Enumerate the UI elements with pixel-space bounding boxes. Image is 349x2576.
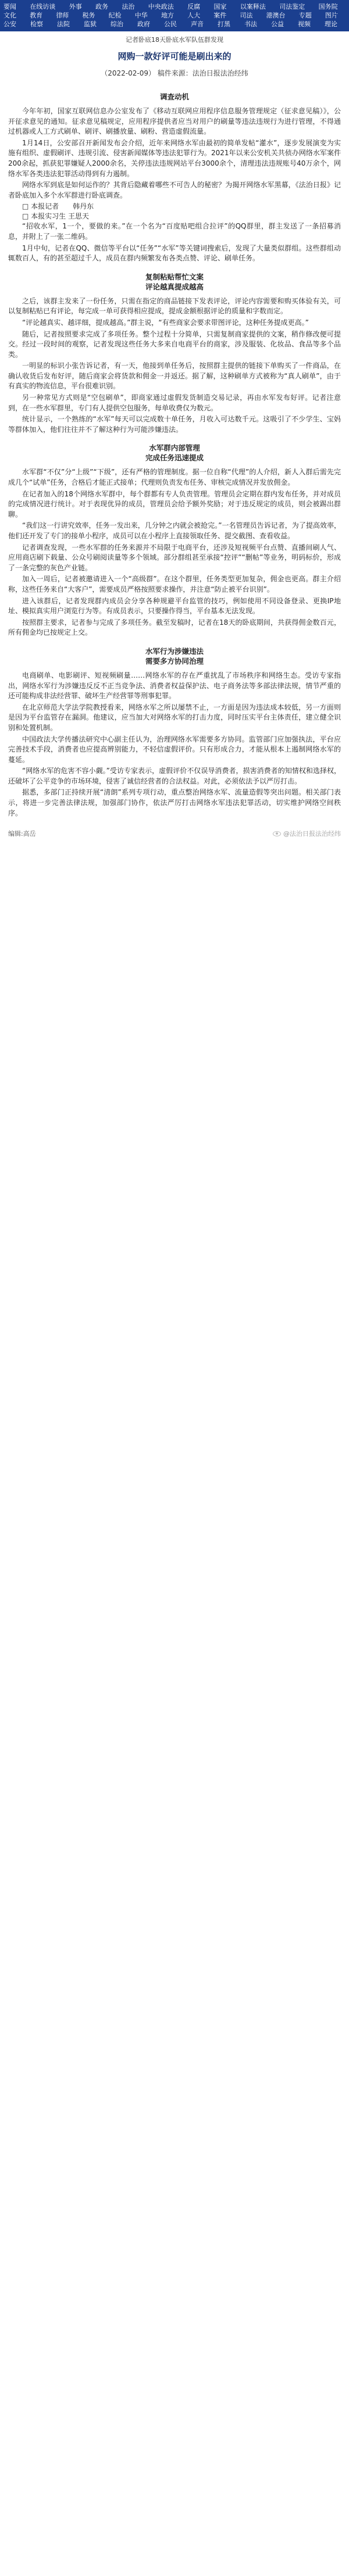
nav-link[interactable]: 中华 xyxy=(134,12,148,19)
nav-row-2 xyxy=(3,11,346,20)
paragraph: 1月中旬，记者在QQ、微信等平台以“任务”“水军”等关键词搜索后，发现了大量类似群组。这些群组动辄数百人，有的甚至超过千人，成员在群内频繁发布各类点赞、评论、刷单任务。 xyxy=(8,244,341,263)
editor-credit: 编辑:高岳 xyxy=(8,830,36,838)
nav-row-3 xyxy=(3,20,346,28)
paragraph: “招收水军，1一个，要做的来。”在一个名为“百度贴吧组合拉评”的QQ群里，群主发送了一条招募消息，并附上了一张二维码。 xyxy=(8,222,341,241)
nav-link[interactable]: 监狱 xyxy=(84,20,97,28)
article-meta: （2022-02-09） 稿件来源：法治日报法治经纬 xyxy=(101,69,248,77)
nav-link[interactable]: 国务院 xyxy=(318,3,338,10)
article-body xyxy=(0,92,349,823)
nav-link[interactable]: 检察 xyxy=(30,20,43,28)
weibo-icon xyxy=(273,831,281,836)
watermark-text: @法治日报法治经纬 xyxy=(283,830,341,838)
nav-link[interactable]: 港澳台 xyxy=(266,12,286,19)
nav-link[interactable]: 纪检 xyxy=(108,12,122,19)
paragraph: “网络水军的危害不容小觑。”受访专家表示，虚假评价不仅误导消费者，损害消费者的知情权和选择权，还破坏了公平竞争的市场环境，侵害了诚信经营者的合法权益。对此，必须依法予以严厉打击。 xyxy=(8,767,341,785)
section-heading: 调查动机 xyxy=(159,92,189,101)
nav-link[interactable]: 律师 xyxy=(56,12,69,19)
paragraph: 在北京师范大学法学院教授看来，网络水军之所以屡禁不止，一方面是因为违法成本较低，另一方面则是因为平台监管存在漏洞。他建议，应当加大对网络水军的打击力度，同时压实平台主体责任，建立健全识别和处置机制。 xyxy=(8,703,341,732)
section-heading: 复制粘贴帮忙文案 评论越真提成越高 xyxy=(145,272,204,291)
article-title: 网购一款好评可能是刷出来的 xyxy=(117,51,232,62)
nav-link[interactable]: 声音 xyxy=(191,20,204,28)
nav-link[interactable]: 政府 xyxy=(137,20,150,28)
paragraph: 中国政法大学传播法研究中心副主任认为，治理网络水军需要多方协同。监管部门应加强执法，平台应完善技术手段，消费者也应提高辨别能力，不轻信虚假评价。只有形成合力，才能从根本上遏制网络水军的蔓延。 xyxy=(8,735,341,764)
nav-link[interactable]: 司法 xyxy=(240,12,253,19)
nav-link[interactable]: 地方 xyxy=(161,12,174,19)
paragraph: 在记者加入的18个网络水军群中，每个群都有专人负责管理。管理员会定期在群内发布任务，并对成员的完成情况进行统计。对于表现优异的成员，管理员会给予额外奖励；对于违反规定的成员，则会被踢出群聊。 xyxy=(8,489,341,518)
paragraph: “评论越真实、越详细，提成越高。”群主说，“有些商家会要求带图评论，这种任务提成更高。” xyxy=(22,318,309,327)
nav-link[interactable]: 专题 xyxy=(298,12,312,19)
nav-link[interactable]: 人大 xyxy=(187,12,201,19)
paragraph: 统计显示，一个熟练的“水军”每天可以完成数十单任务，月收入可达数千元。这吸引了不少学生、宝妈等群体加入，他们往往并不了解这种行为可能涉嫌违法。 xyxy=(8,415,341,434)
nav-link[interactable]: 政务 xyxy=(95,3,109,10)
nav-link[interactable]: 以案释法 xyxy=(240,3,266,10)
paragraph: 据悉，多部门正持续开展“清朗”系列专项行动，重点整治网络水军、流量造假等突出问题。相关部门表示，将进一步完善法律法规，加强部门协作，依法严厉打击网络水军违法犯罪活动，切实维护网络空间秩序。 xyxy=(8,788,341,817)
nav-link[interactable]: 法院 xyxy=(57,20,70,28)
paragraph: 网络水军到底是如何运作的？其背后隐藏着哪些不可告人的秘密？为揭开网络水军黑幕，《法治日报》记者卧底加入多个水军群进行卧底调查。 xyxy=(8,181,341,199)
nav-link[interactable]: 书法 xyxy=(244,20,257,28)
paragraph: 记者调查发现，一些水军群的任务来源并不局限于电商平台，还涉及短视频平台点赞、直播间刷人气、应用商店刷下载量、公众号刷阅读量等多个领域。部分群组甚至承接“控评”“删帖”等业务，明码标价，形成了一条完整的灰色产业链。 xyxy=(8,543,341,572)
section-heading: 水军行为涉嫌违法 需要多方协同治理 xyxy=(145,646,204,666)
paragraph: 之后，该群主发来了一份任务，只需在指定的商品链接下发表评论，评论内容需要和购买体验有关，可以复制粘贴已有评论，每完成一单可获得相应提成，提成金额根据评论的质量和字数而定。 xyxy=(8,296,341,316)
nav-link[interactable]: 公民 xyxy=(164,20,177,28)
paragraph: 加入一周后，记者被邀请进入一个“高级群”。在这个群里，任务类型更加复杂，佣金也更高。群主介绍称，这些任务来自“大客户”，需要成员严格按照要求操作，并注意“防止被平台识别”。 xyxy=(8,575,341,593)
nav-row-1 xyxy=(3,2,346,11)
paragraph: 水军群“不仅”分“上级”“下级”，还有严格的管理制度。据一位自称“代理”的人介绍，新人入群后需先完成几个“试单”任务，合格后才能正式接单；代理则负责发布任务、审核完成情况并发放佣金。 xyxy=(8,468,341,487)
paragraph: 按照群主要求，记者参与完成了多项任务。截至发稿时，记者在18天的卧底期间，共获得佣金数百元，所有佣金均已按规定上交。 xyxy=(8,618,341,637)
paragraph: “我们这一行讲究效率，任务一发出来，几分钟之内就会被抢完。”一名管理员告诉记者，为了提高效率，他们还开发了专门的接单小程序，成员可以在小程序上直接领取任务、提交截图、查看收益。 xyxy=(8,521,341,540)
nav-link[interactable]: 税务 xyxy=(82,12,95,19)
byline-reporter: □ 本报记者 韩丹东 xyxy=(22,202,94,211)
nav-link[interactable]: 教育 xyxy=(30,12,43,19)
watermark xyxy=(273,829,341,838)
byline-intern: □ 本报实习生 王思天 xyxy=(22,212,89,221)
nav-link[interactable]: 法治 xyxy=(122,3,135,10)
paragraph: 进入该群后，记者发现群内成员会分享各种规避平台监管的技巧，例如使用不同设备登录、更换IP地址、模拟真实用户浏览行为等。有成员表示，只要操作得当，平台基本无法发现。 xyxy=(8,596,341,616)
nav-link[interactable]: 公安 xyxy=(3,20,16,28)
nav-link[interactable]: 文化 xyxy=(3,12,16,19)
paragraph: 1月14日，公安部召开新闻发布会介绍，近年来网络水军由最初的简单发帖“灌水”，逐步发展演变为实施有组织、虚假刷评、违规引流、侵害新闻媒体等违法犯罪行为。2021年以来公安机关共侦办网络水军案件200余起，抓获犯罪嫌疑人2000余名，关停违法违规网站平台3000余个，清理违法违规账号40万余个，网络水军各类违法犯罪活动得到有力遏制。 xyxy=(8,138,341,178)
nav-link[interactable]: 视频 xyxy=(298,20,311,28)
nav-link[interactable]: 公益 xyxy=(271,20,284,28)
nav-link[interactable]: 在线访谈 xyxy=(30,3,56,10)
nav-link[interactable]: 图片 xyxy=(325,12,338,19)
nav-link[interactable]: 要闻 xyxy=(3,3,16,10)
nav-link[interactable]: 案件 xyxy=(213,12,227,19)
paragraph: 一明显的标识小张告诉记者，有一天，他接到单任务后，按照群主提供的链接下单购买了一件商品，在确认收货后发布好评，随后商家会将货款和佣金一并返还。据了解，这种刷单方式被称为“真人刷单”，由于有真实的物流信息，平台很难识别。 xyxy=(8,362,341,391)
nav-link[interactable]: 综治 xyxy=(111,20,123,28)
nav-link[interactable]: 外事 xyxy=(69,3,82,10)
paragraph: 电商刷单、电影刷评、短视频刷量……网络水军的存在严重扰乱了市场秩序和网络生态。受访专家指出，网络水军行为涉嫌违反反不正当竞争法、消费者权益保护法、电子商务法等多部法律法规，情节严重的还可能构成非法经营罪、破坏生产经营罪等刑事犯罪。 xyxy=(8,671,341,700)
paragraph: 今年年初，国家互联网信息办公室发布了《移动互联网应用程序信息服务管理规定（征求意见稿）》，公开征求意见的通知。征求意见稿规定，应用程序提供者应当对用户的刷量等违法违规行为进行管理，不得通过机器或人工方式刷单、刷评、刷播放量、刷粉、营造虚假流量。 xyxy=(8,107,341,136)
nav-link[interactable]: 反腐 xyxy=(187,3,201,10)
nav-link[interactable]: 中央政法 xyxy=(148,3,174,10)
article-caption: 记者卧底18天卧底水军队伍群发现 xyxy=(126,36,223,44)
nav-link[interactable]: 国家 xyxy=(213,3,227,10)
paragraph: 另一种常见方式则是“空包刷单”，即商家通过虚假发货制造交易记录，再由水军发布好评。记者注意到，在一些水军群里，专门有人提供空包服务，每单收费仅为数元。 xyxy=(8,393,341,412)
nav-link[interactable]: 打黑 xyxy=(218,20,230,28)
paragraph: 随后，记者按照要求完成了多项任务。整个过程十分简单，只需复制商家提供的文案，稍作修改便可提交。经过一段时间的观察，记者发现这些任务大多来自电商平台的商家，涉及服装、化妆品、食品等多个品类。 xyxy=(8,330,341,359)
article-footer xyxy=(0,823,349,845)
nav-link[interactable]: 司法鉴定 xyxy=(279,3,305,10)
top-navigation xyxy=(0,0,349,31)
nav-link[interactable]: 理论 xyxy=(325,20,337,28)
section-heading: 水军群内部管理 完成任务迅速提成 xyxy=(145,443,204,463)
